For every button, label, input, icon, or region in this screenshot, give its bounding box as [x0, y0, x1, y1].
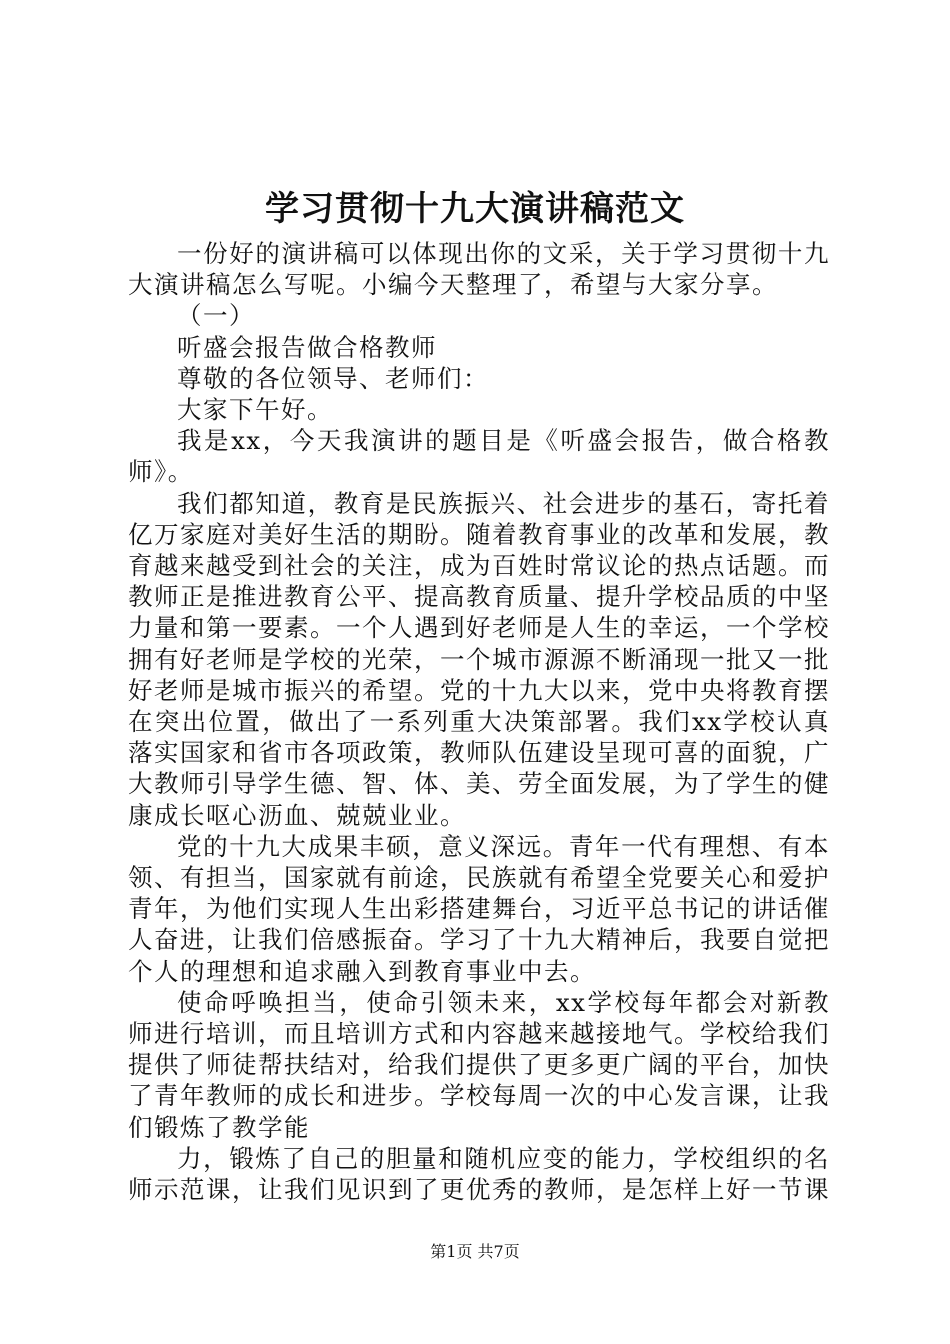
paragraph-mission: 使命呼唤担当，使命引领未来，xx学校每年都会对新教师进行培训，而且培训方式和内容越来越接地气。学校给我们提供了师徒帮扶结对，给我们提供了更多更广阔的平台，加快了青年教师的成长和进步。学校每周一次的中心发言课，让我们锻炼了教学能 [128, 987, 830, 1142]
paragraph-continuation: 力，锻炼了自己的胆量和随机应变的能力，学校组织的名师示范课，让我们见识到了更优秀的教师，是怎样上好一节课 [128, 1143, 830, 1205]
paragraph-section-number: （一） [177, 301, 255, 331]
paragraph-self-intro: 我是xx，今天我演讲的题目是《听盛会报告，做合格教师》。 [128, 426, 830, 487]
document-title: 学习贯彻十九大演讲稿范文 [265, 189, 685, 229]
paragraph-education: 我们都知道，教育是民族振兴、社会进步的基石，寄托着亿万家庭对美好生活的期盼。随着教育事业的改革和发展，教育越来越受到社会的关注，成为百姓时常议论的热点话题。而教师正是推进教育公平、提高教育质量、提升学校品质的中坚力量和第一要素。一个人遇到好老师是人生的幸运，一个学校拥有好老师是学校的光荣，一个城市源源不断涌现一批又一批好老师是城市振兴的希望。党的十九大以来，党中央将教育摆在突出位置，做出了一系列重大决策部署。我们xx学校认真落实国家和省市各项政策，教师队伍建设呈现可喜的面貌，广大教师引导学生德、智、体、美、劳全面发展，为了学生的健康成长呕心沥血、兢兢业业。 [128, 488, 830, 830]
page-footer: 第1页 共7页 [430, 1242, 520, 1261]
paragraph-congress: 党的十九大成果丰硕，意义深远。青年一代有理想、有本领、有担当，国家就有前途，民族就有希望全党要关心和爱护青年，为他们实现人生出彩搭建舞台，习近平总书记的讲话催人奋进，让我们倍感振奋。学习了十九大精神后，我要自觉把个人的理想和追求融入到教育事业中去。 [128, 831, 830, 986]
paragraph-salutation: 尊敬的各位领导、老师们： [177, 363, 489, 393]
paragraph-greeting: 大家下午好。 [177, 395, 333, 425]
paragraph-speech-title: 听盛会报告做合格教师 [177, 332, 437, 362]
document-body [128, 238, 830, 1205]
paragraph-intro: 一份好的演讲稿可以体现出你的文采，关于学习贯彻十九大演讲稿怎么写呢。小编今天整理了，希望与大家分享。 [128, 239, 830, 300]
